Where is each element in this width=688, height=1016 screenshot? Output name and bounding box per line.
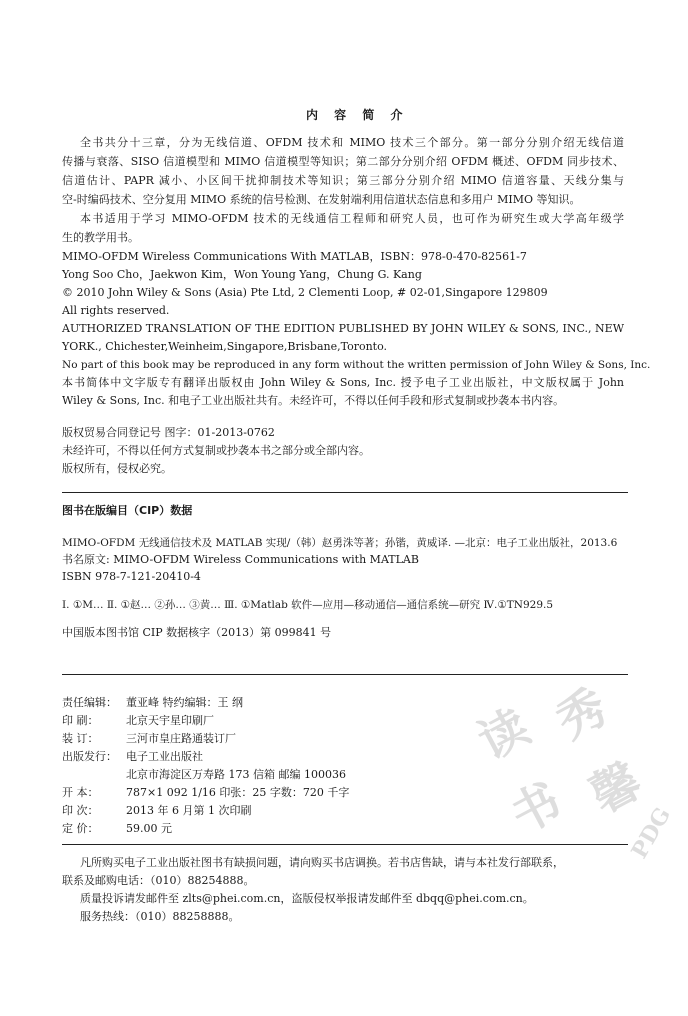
license-line: 本书简体中文字版专有翻译出版权由 John Wiley & Sons, Inc. 授予电子工业出版社，中文版权属于 John — [62, 376, 624, 389]
credit-value: 787×1 092 1/16 印张：25 字数：720 千字 — [126, 786, 350, 799]
reproduction-notice: No part of this book may be reproduced in any form without the written permission of John Wiley & Sons, Inc. — [62, 359, 651, 371]
divider — [62, 492, 628, 493]
stamp-char: 馨 — [581, 752, 651, 825]
credit-row — [62, 714, 214, 728]
summary-line: 空-时编码技术、空分复用 MIMO 系统的信号检测、在发射端利用信道状态信息和多用户 MIMO 等知识。 — [62, 193, 581, 206]
credit-row — [62, 768, 346, 782]
divider — [62, 674, 628, 675]
cip-line: ISBN 978-7-121-20410-4 — [62, 570, 201, 583]
cip-line: 书名原文: MIMO-OFDM Wireless Communications with MATLAB — [62, 553, 419, 566]
credit-label: 开 本： — [62, 786, 99, 799]
rights-reserved: All rights reserved. — [62, 304, 170, 317]
registration-number: 版权贸易合同登记号 图字：01-2013-0762 — [62, 426, 275, 439]
credit-row — [62, 822, 172, 836]
cip-classification: Ⅰ. ①M… Ⅱ. ①赵… ②孙… ③黄… Ⅲ. ①Matlab 软件—应用—移动通信—通信系统—研究 Ⅳ.①TN929.5 — [62, 599, 554, 611]
credit-row — [62, 804, 251, 818]
credit-value: 2013 年 6 月第 1 次印刷 — [126, 804, 252, 817]
credit-label: 定 价： — [62, 822, 99, 835]
watermark-stamp — [440, 670, 688, 930]
summary-line: 传播与衰落、SISO 信道模型和 MIMO 信道模型等知识；第二部分分别介绍 OFDM 概述、OFDM 同步技术、 — [62, 155, 624, 168]
credit-label: 责任编辑： — [62, 696, 117, 709]
authorized-line: YORK., Chichester,Weinheim,Singapore,Brisbane,Toronto. — [62, 340, 388, 353]
credit-label: 装 订： — [62, 732, 99, 745]
divider — [62, 844, 628, 845]
credit-label: 出版发行： — [62, 750, 117, 763]
summary-line: 全书共分十三章，分为无线信道、OFDM 技术和 MIMO 技术三个部分。第一部分分别介绍无线信道 — [80, 136, 624, 149]
credit-value: 北京市海淀区万寿路 173 信箱 邮编 100036 — [126, 768, 346, 781]
credit-label: 印 刷： — [62, 714, 99, 727]
credit-value: 电子工业出版社 — [126, 750, 203, 763]
stamp-char: 读 — [469, 698, 539, 771]
footer-line: 服务热线：（010）88258888。 — [80, 910, 240, 923]
stamp-text: PDG — [626, 802, 677, 864]
audience-line: 生的教学用书。 — [62, 231, 139, 244]
footer-line: 质量投诉请发邮件至 zlts@phei.com.cn，盗版侵权举报请发邮件至 dbqq@phei.com.cn。 — [80, 892, 534, 905]
all-rights-notice: 版权所有，侵权必究。 — [62, 462, 172, 475]
credit-row — [62, 750, 203, 764]
stamp-char: 秀 — [547, 678, 617, 751]
footer-line: 联系及邮购电话：（010）88254888。 — [62, 874, 255, 887]
credit-value: 59.00 元 — [126, 822, 172, 835]
stamp-char: 书 — [501, 772, 571, 845]
no-copy-notice: 未经许可，不得以任何方式复制或抄袭本书之部分或全部内容。 — [62, 444, 370, 457]
summary-line: 信道估计、PAPR 减小、小区间干扰抑制技术等知识；第三部分分别介绍 MIMO 信道容量、天线分集与 — [62, 174, 624, 187]
footer-line: 凡所购买电子工业出版社图书有缺损问题，请向购买书店调换。若书店售缺，请与本社发行部联系， — [80, 856, 564, 869]
cip-line: MIMO-OFDM 无线通信技术及 MATLAB 实现/（韩）赵勇洙等著；孙锴，黄威译. —北京：电子工业出版社，2013.6 — [62, 537, 618, 549]
credit-row — [62, 696, 243, 710]
credit-label: 印 次： — [62, 804, 99, 817]
audience-line: 本书适用于学习 MIMO-OFDM 技术的无线通信工程师和研究人员，也可作为研究生或大学高年级学 — [80, 212, 624, 225]
original-title: MIMO-OFDM Wireless Communications With MATLAB，ISBN：978-0-470-82561-7 — [62, 250, 527, 263]
license-line: Wiley & Sons, Inc. 和电子工业出版社共有。未经许可，不得以任何手段和形式复制或抄袭本书内容。 — [62, 394, 565, 407]
cip-heading: 图书在版编目（CIP）数据 — [62, 504, 193, 517]
credit-row — [62, 732, 236, 746]
authorized-line: AUTHORIZED TRANSLATION OF THE EDITION PUBLISHED BY JOHN WILEY & SONS, INC., NEW — [62, 322, 624, 335]
credit-value: 三河市皇庄路通装订厂 — [126, 732, 236, 745]
page-title: 内 容 简 介 — [306, 108, 409, 122]
credit-value: 董亚峰 特约编辑：王 纲 — [126, 696, 243, 709]
credit-row — [62, 786, 349, 800]
copyright-notice: © 2010 John Wiley & Sons (Asia) Pte Ltd, 2 Clementi Loop, # 02-01,Singapore 129809 — [62, 286, 548, 299]
credit-value: 北京天宇星印刷厂 — [126, 714, 214, 727]
authors: Yong Soo Cho，Jaekwon Kim，Won Young Yang，Chung G. Kang — [62, 268, 422, 281]
cip-number: 中国版本图书馆 CIP 数据核字（2013）第 099841 号 — [62, 626, 332, 639]
